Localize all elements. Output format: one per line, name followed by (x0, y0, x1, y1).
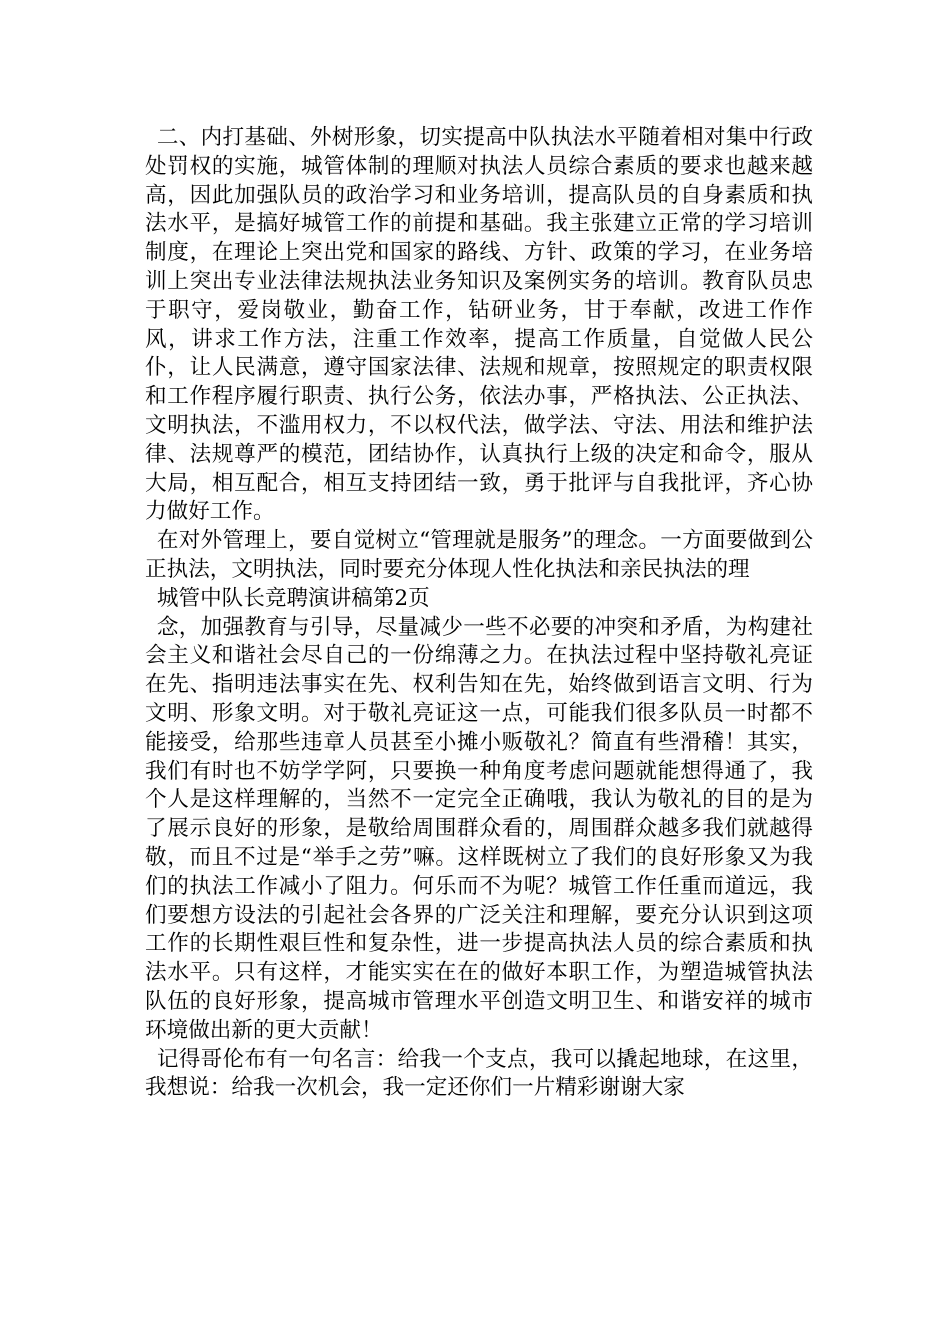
page-heading: 城管中队长竞聘演讲稿第2页 (156, 585, 430, 611)
paragraph-internal-training: 二、内打基础、外树形象，切实提高中队执法水平随着相对集中行政处罚权的实施，城管体制的理顺对执法人员综合素质的要求也越来越高，因此加强队员的政治学习和业务培训，提高队员的自身素质和执法水平，是搞好城管工作的前提和基础。我主张建立正常的学习培训制度，在理论上突出党和国家的路线、方针、政策的学习，在业务培训上突出专业法律法规执法业务知识及案例实务的培训。教育队员忠于职守，爱岗敬业，勤奋工作，钻研业务，甘于奉献，改进工作作风，讲求工作方法，注重工作效率，提高工作质量，自觉做人民公仆，让人民满意，遵守国家法律、法规和规章，按照规定的职责权限和工作程序履行职责、执行公务，依法办事，严格执法、公正执法、文明执法，不滥用权力，不以权代法，做学法、守法、用法和维护法律、法规尊严的模范，团结协作，认真执行上级的决定和命令，服从大局，相互配合，相互支持团结一致，勇于批评与自我批评，齐心协力做好工作。 (145, 125, 813, 525)
document-body (145, 124, 813, 1103)
paragraph-external-management: 在对外管理上，要自觉树立“管理就是服务”的理念。一方面要做到公正执法，文明执法，同时要充分体现人性化执法和亲民执法的理 (145, 528, 813, 582)
paragraph-closing: 记得哥伦布有一句名言：给我一个支点，我可以撬起地球，在这里，我想说：给我一次机会，我一定还你们一片精彩谢谢大家 (145, 1046, 813, 1101)
paragraph-civil-enforcement: 念，加强教育与引导，尽量减少一些不必要的冲突和矛盾，为构建社会主义和谐社会尽自己的一份绵薄之力。在执法过程中坚持敬礼亮证在先、指明违法事实在先、权利告知在先，始终做到语言文明、行为文明、形象文明。对于敬礼亮证这一点，可能我们很多队员一时都不能接受，给那些违章人员甚至小摊小贩敬礼？简直有些滑稽！其实，我们有时也不妨学学阿，只要换一种角度考虑问题就能想得通了，我个人是这样理解的，当然不一定完全正确哦，我认为敬礼的目的是为了展示良好的形象，是敬给周围群众看的，周围群众越多我们就越得敬，而且不过是“举手之劳”嘛。这样既树立了我们的良好形象又为我们的执法工作减小了阻力。何乐而不为呢？城管工作任重而道远，我们要想方设法的引起社会各界的广泛关注和理解，要充分认识到这项工作的长期性艰巨性和复杂性，进一步提高执法人员的综合素质和执法水平。只有这样，才能实实在在的做好本职工作，为塑造城管执法队伍的良好形象，提高城市管理水平创造文明卫生、和谐安祥的城市环境做出新的更大贡献！ (145, 614, 813, 1043)
